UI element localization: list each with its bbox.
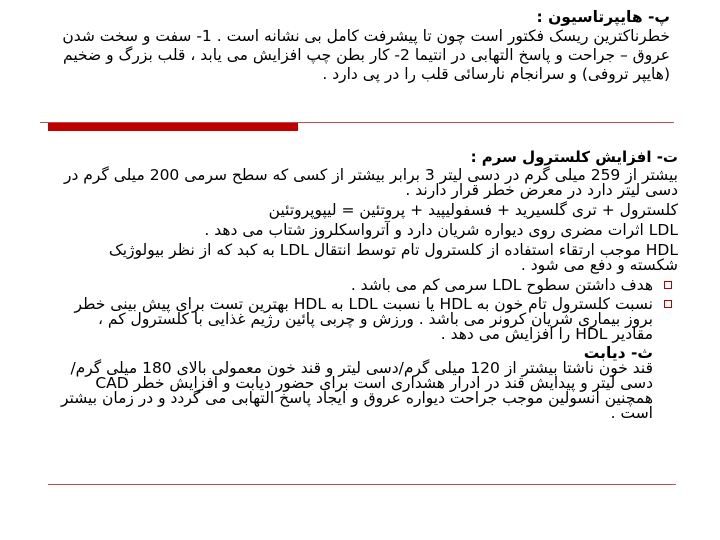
cholesterol-para-1: بیشتر از 259 میلی گرم در دسی لیتر 3 برابر بیشتر از کسی که سطح سرمی 200 میلی گرم در دسی لیتر دارد در معرض خطر قرار دارند .: [63, 166, 678, 199]
bottom-divider-line: [48, 484, 676, 485]
section-cholesterol: [56, 150, 678, 421]
accent-bar: [48, 123, 298, 131]
bullet-text: نسبت کلسترول تام خون به HDL یا نسبت LDL به HDL بهترین تست برای پیش بینی خطر بروز بیماری شریان کرونر می باشد . ورزش و چربی پائین رژیم غذایی با کلسترول کم ، مقادیر HDL را افزایش می دهد .: [74, 295, 653, 343]
section-hypertension-body: خطرناکترین ریسک فکتور است چون تا پیشرفت کامل بی نشانه است . 1- سفت و سخت شدن عروق – جراحت و پاسخ التهابی در انتیما 2- کار بطن چپ افزایش می یابد ، قلب بزرگ و ضخیم (هایپر تروفی) و سرانجام نارسائی قلب را در پی دارد .: [62, 27, 670, 83]
cholesterol-para-2: کلسترول + تری گلسیرید + فسفولیپید + پروتئین = لیپوپروتئین: [268, 201, 678, 219]
bullet-text: هدف داشتن سطوح LDL سرمی کم می باشد .: [350, 276, 653, 294]
bullet-item: [56, 278, 678, 293]
square-bullet-icon: [664, 300, 672, 308]
section-diabetes: [56, 346, 678, 421]
section-cholesterol-title: ت- افزایش کلسترول سرم :: [470, 148, 678, 166]
square-bullet-icon: [664, 281, 672, 289]
section-diabetes-body: قند خون ناشتا بیشتر از 120 میلی گرم/دسی لیتر و قند خون معمولی بالای 180 میلی گرم/دسی لیتر و پیدایش قند در ادرار هشداری است برای حضور دیابت و افزایش خطر CAD همچنین انسولین موجب جراحت دیواره عروق و ایجاد پاسخ التهابی می گردد و در زمان بیشتر است .: [61, 359, 653, 422]
section-hypertension-title: پ- هایپرتاسیون :: [536, 8, 670, 26]
section-diabetes-title: ث- دیابت: [583, 344, 653, 362]
cholesterol-para-4: HDL موجب ارتقاء استفاده از کلسترول تام توسط انتقال LDL به کبد که از نظر بیولوژیک شکسته و دفع می شود .: [108, 241, 678, 274]
bullet-item: [56, 297, 678, 342]
section-hypertension: [48, 8, 670, 84]
cholesterol-para-3: LDL اثرات مضری روی دیواره شریان دارد و آترواسکلروز شتاب می دهد .: [204, 221, 678, 239]
